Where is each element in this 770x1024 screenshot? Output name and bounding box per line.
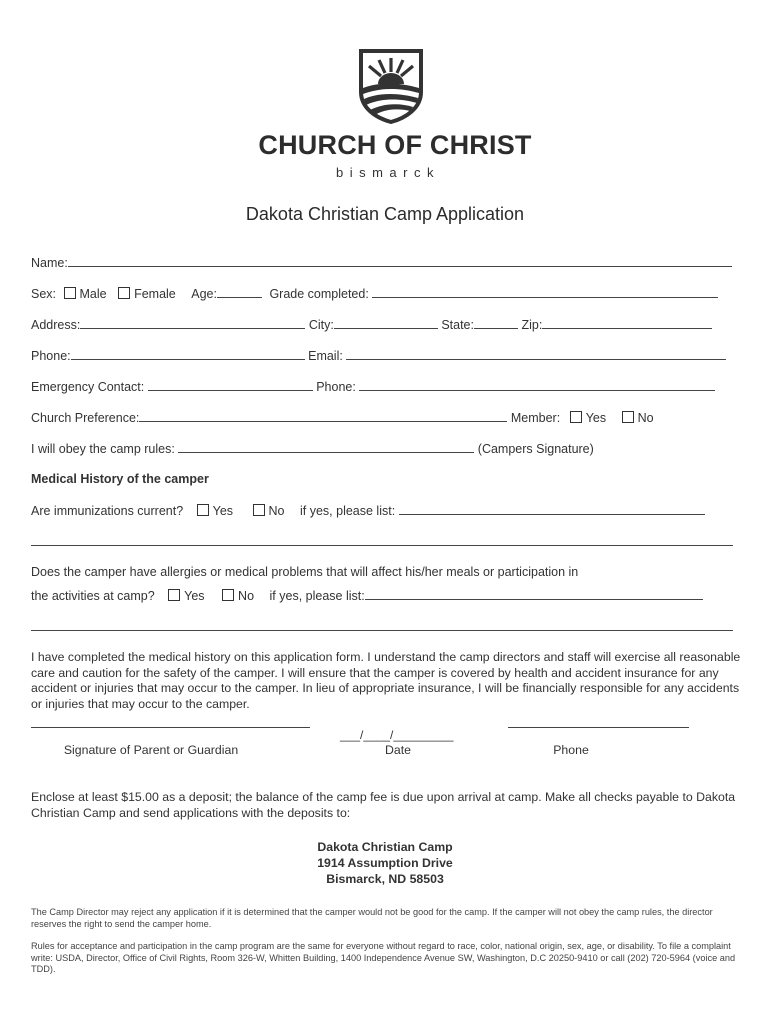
church-field[interactable] [139, 410, 507, 422]
address-label: Address: [31, 318, 81, 332]
camp-address-line1: Dakota Christian Camp [317, 840, 453, 854]
female-checkbox[interactable] [118, 287, 130, 299]
phone-signature-label: Phone [553, 743, 589, 757]
immunizations-yes-label: Yes [212, 504, 234, 518]
immunizations-no-label: No [268, 504, 285, 518]
medical-statement: I have completed the medical history on this application form. I understand the camp directors and staff will exercise all reasonable care and caution for the safety of the camper. I will ensure that the camper is covered by health and accident insurance for any accident or injuries that may occur to the camper. In lieu of appropriate insurance, I will be financially responsible for any accidents or injuries that may occur to the camper. [31, 650, 741, 711]
emergency-phone-field[interactable] [359, 379, 715, 391]
name-row [31, 255, 732, 270]
state-field[interactable] [474, 317, 518, 329]
member-no-label: No [637, 411, 654, 425]
immunizations-list-line[interactable] [31, 545, 733, 546]
church-row [31, 410, 654, 425]
parent-signature-field[interactable] [31, 727, 310, 728]
address-row [31, 317, 712, 332]
obey-row [31, 441, 594, 456]
immunizations-yes-checkbox[interactable] [197, 504, 209, 516]
male-checkbox[interactable] [64, 287, 76, 299]
member-label: Member: [510, 411, 561, 425]
form-title: Dakota Christian Camp Application [245, 204, 525, 224]
sex-row [31, 286, 718, 301]
date-field[interactable]: ___/____/_________ [340, 728, 454, 742]
emergency-phone-label: Phone: [316, 380, 356, 394]
church-label: Church Preference: [31, 411, 140, 425]
phone-signature-field[interactable] [508, 727, 689, 728]
immunizations-no-checkbox[interactable] [253, 504, 265, 516]
email-label: Email: [308, 349, 343, 363]
camper-signature-label: (Campers Signature) [477, 442, 594, 456]
nondiscrimination-notice: Rules for acceptance and participation in the camp program are the same for everyone without regard to race, color, national origin, sex, age, or disability. To file a complaint write: USDA, Director, Office of Civil Rights, Room 326-W, Whitten Building, 1400 Independence Avenue SW, Washington, D.C 20250-9410 or call (202) 720-5964 (voice and TDD). [31, 941, 736, 974]
allergies-list-label: if yes, please list: [269, 589, 365, 603]
immunizations-list-field[interactable] [399, 503, 705, 515]
age-field[interactable] [217, 286, 262, 298]
allergies-yes-label: Yes [184, 589, 205, 603]
grade-label: Grade completed: [269, 287, 369, 301]
allergies-no-checkbox[interactable] [222, 589, 234, 601]
parent-signature-label: Signature of Parent or Guardian [63, 743, 239, 757]
church-shield-sunrise-logo [358, 48, 424, 124]
email-field[interactable] [346, 348, 726, 360]
city-field[interactable] [334, 317, 438, 329]
camper-signature-field[interactable] [178, 441, 474, 453]
immunizations-list-label: if yes, please list: [300, 504, 396, 518]
allergies-list-line[interactable] [31, 630, 733, 631]
allergies-list-field[interactable] [365, 588, 703, 600]
emergency-label: Emergency Contact: [31, 380, 145, 394]
phone-field[interactable] [71, 348, 305, 360]
allergies-yes-checkbox[interactable] [168, 589, 180, 601]
zip-field[interactable] [542, 317, 712, 329]
phone-label: Phone: [31, 349, 71, 363]
camp-address-line2: 1914 Assumption Drive [317, 856, 453, 870]
allergies-label: the activities at camp? [31, 589, 155, 603]
org-subtitle: bismarck [335, 165, 440, 180]
director-notice: The Camp Director may reject any application if it is determined that the camper would not be good for the camp. If the camper will not obey the camp rules, the director reserves the right to send the camper home. [31, 907, 713, 929]
state-label: State: [441, 318, 474, 332]
allergies-no-label: No [238, 589, 255, 603]
sex-label: Sex: [31, 287, 57, 301]
immunizations-row [31, 503, 705, 518]
medical-heading: Medical History of the camper [31, 472, 209, 486]
age-label: Age: [191, 287, 217, 301]
org-name: CHURCH OF CHRIST [258, 130, 532, 160]
name-field[interactable] [68, 255, 732, 267]
emergency-row [31, 379, 715, 394]
address-field[interactable] [80, 317, 305, 329]
allergies-row [31, 588, 703, 603]
grade-field[interactable] [372, 286, 718, 298]
emergency-field[interactable] [148, 379, 313, 391]
female-label: Female [134, 287, 176, 301]
phone-row [31, 348, 726, 363]
deposit-text: Enclose at least $15.00 as a deposit; the balance of the camp fee is due upon arrival at camp. Make all checks payable to Dakota Christian Camp and send applications with the deposits to: [31, 790, 736, 820]
member-yes-label: Yes [585, 411, 607, 425]
allergies-question-line1: Does the camper have allergies or medical problems that will affect his/her meals or participation in [31, 565, 579, 579]
camp-address-line3: Bismarck, ND 58503 [326, 872, 444, 886]
city-label: City: [308, 318, 334, 332]
obey-label: I will obey the camp rules: [31, 442, 175, 456]
male-label: Male [79, 287, 107, 301]
immunizations-label: Are immunizations current? [31, 504, 184, 518]
member-yes-checkbox[interactable] [570, 411, 582, 423]
zip-label: Zip: [521, 318, 543, 332]
member-no-checkbox[interactable] [622, 411, 634, 423]
name-label: Name: [31, 256, 68, 270]
date-label: Date [385, 743, 411, 757]
